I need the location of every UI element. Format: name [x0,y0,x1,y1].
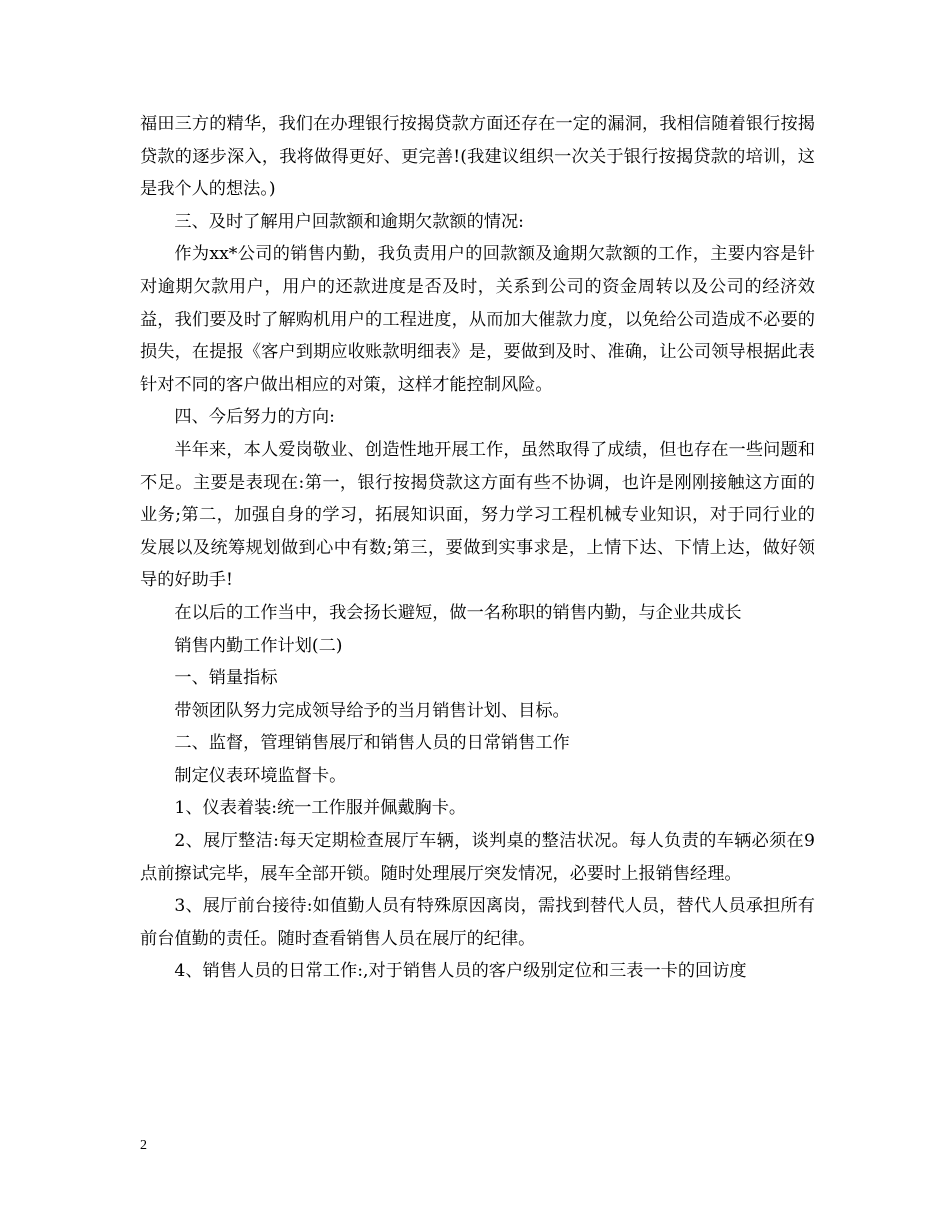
paragraph: 作为xx*公司的销售内勤，我负责用户的回款额及逾期欠款额的工作，主要内容是针对逾期欠款用户，用户的还款进度是否及时，关系到公司的资金周转以及公司的经济效益，我们要及时了解购机用户的工程进度，从而加大催款力度，以免给公司造成不必要的损失，在提报《客户到期应收账款明细表》是，要做到及时、准确，让公司领导根据此表针对不同的客户做出相应的对策，这样才能控制风险。 [140,244,815,395]
document-body [140,108,815,988]
paragraph: 在以后的工作当中，我会扬长避短，做一名称职的销售内勤，与企业共成长 [174,602,742,623]
paragraph: 半年来，本人爱岗敬业、创造性地开展工作，虽然取得了成绩，但也存在一些问题和不足。主要是表现在:第一，银行按揭贷款这方面有些不协调，也许是刚刚接触这方面的业务;第二，加强自身的学习，拓展知识面，努力学习工程机械专业知识，对于同行业的发展以及统筹规划做到心中有数;第三，要做到实事求是，上情下达、下情上达，做好领导的好助手! [140,439,815,591]
list-item: 3、展厅前台接待:如值勤人员有特殊原因离岗，需找到替代人员，替代人员承担所有前台值勤的责任。随时查看销售人员在展厅的纪律。 [140,896,815,949]
paragraph: 制定仪表环境监督卡。 [174,765,347,786]
section-heading: 一、销量指标 [174,668,278,689]
list-item: 1、仪表着装:统一工作服并佩戴胸卡。 [174,798,467,819]
list-item: 4、销售人员的日常工作:,对于销售人员的客户级别定位和三表一卡的回访度 [174,961,747,982]
paragraph: 带领团队努力完成领导给予的当月销售计划、目标。 [174,700,570,721]
section-heading: 二、监督，管理销售展厅和销售人员的日常销售工作 [174,733,570,754]
section-heading: 四、今后努力的方向: [174,407,335,428]
list-item: 2、展厅整洁:每天定期检查展厅车辆，谈判桌的整洁状况。每人负责的车辆必须在9点前擦试完毕，展车全部开锁。随时处理展厅突发情况，必要时上报销售经理。 [140,831,815,884]
paragraph: 福田三方的精华，我们在办理银行按揭贷款方面还存在一定的漏洞，我相信随着银行按揭贷款的逐步深入，我将做得更好、更完善!(我建议组织一次关于银行按揭贷款的培训，这是我个人的想法。) [140,114,815,200]
page-number: 2 [140,1138,147,1153]
section-heading: 三、及时了解用户回款额和逾期欠款额的情况: [174,211,524,232]
document-subtitle: 销售内勤工作计划(二) [174,635,343,656]
